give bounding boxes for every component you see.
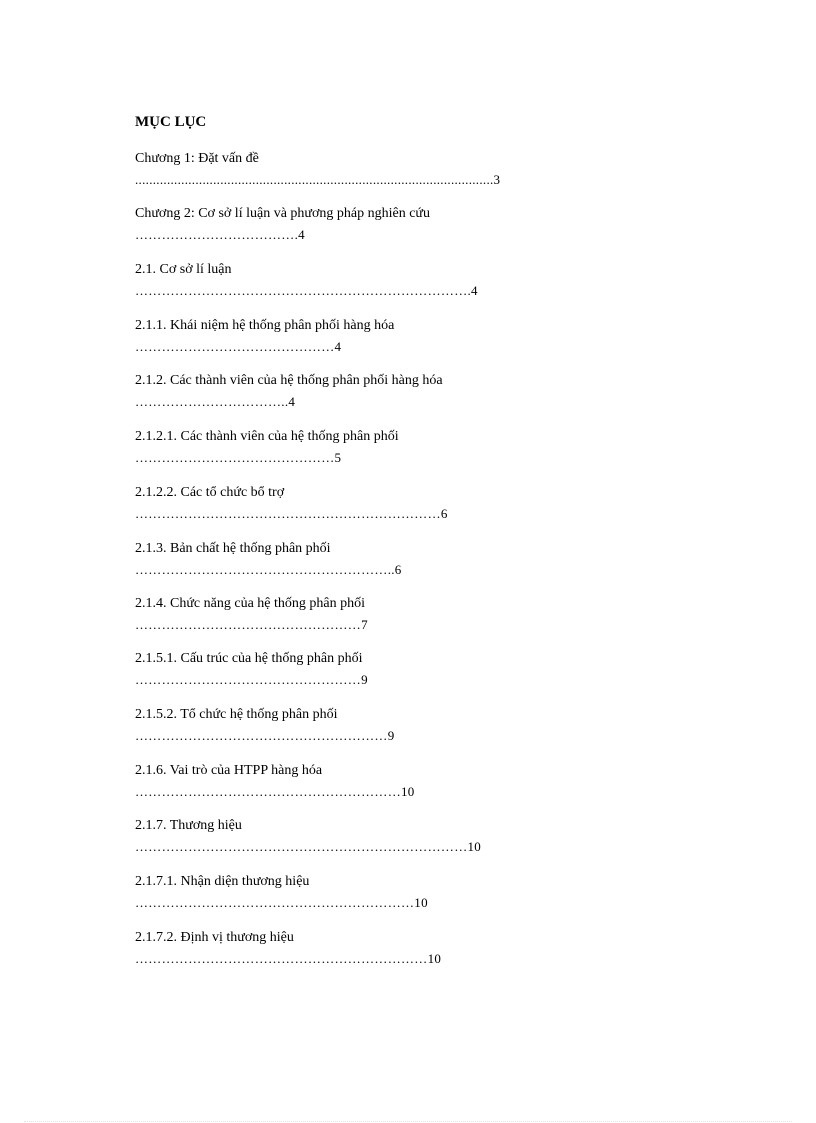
toc-entry-text: Chương 1: Đặt vấn đề <box>135 151 259 166</box>
toc-entry-leader: ………………………………………………………………….4 <box>135 283 478 298</box>
toc-entry-leader: ……………………………..4 <box>135 394 296 409</box>
toc-entry-text: 2.1.1. Khái niệm hệ thống phân phối hàng hóa <box>135 318 395 333</box>
toc-entry <box>135 706 755 744</box>
toc-entry-leader: ……………………………….4 <box>135 227 305 242</box>
toc-entry-text: 2.1.2. Các thành viên của hệ thống phân phối hàng hóa <box>135 373 443 388</box>
toc-entry <box>135 540 755 578</box>
toc-entry <box>135 372 755 410</box>
toc-entry-leader: ……………………………………………………10 <box>135 784 415 799</box>
toc-entry-leader: ……………………………………………7 <box>135 617 368 632</box>
toc-entry-text: 2.1.7.2. Định vị thương hiệu <box>135 930 294 945</box>
toc-entry <box>135 484 755 522</box>
toc-entry <box>135 873 755 911</box>
toc-entry <box>135 650 755 688</box>
toc-entry-text: 2.1.6. Vai trò của HTPP hàng hóa <box>135 763 323 778</box>
toc-entry-text: 2.1.2.2. Các tổ chức bổ trợ <box>135 485 285 500</box>
toc-entry-text: 2.1. Cơ sở lí luận <box>135 262 232 277</box>
toc-entry-text: 2.1.7. Thương hiệu <box>135 818 242 833</box>
toc-entry <box>135 205 755 243</box>
toc-entry <box>135 150 755 188</box>
toc-entry-leader: ………………………………………4 <box>135 339 342 354</box>
toc-entry-text: 2.1.5.1. Cấu trúc của hệ thống phân phối <box>135 651 363 666</box>
toc-entry-text: 2.1.4. Chức năng của hệ thống phân phối <box>135 596 365 611</box>
toc-entry-leader: ………………………………………5 <box>135 450 342 465</box>
toc-entry-leader: …………………………………………………..6 <box>135 562 402 577</box>
toc-entry-leader: ……………………………………………9 <box>135 672 368 687</box>
toc-entry-leader: .....................................................................................................3 <box>135 172 501 187</box>
toc-entry-text: 2.1.2.1. Các thành viên của hệ thống phân phối <box>135 429 399 444</box>
toc-entry <box>135 929 755 967</box>
toc-entry-leader: …………………………………………………………10 <box>135 951 442 966</box>
toc-entry-leader: …………………………………………………………………10 <box>135 839 482 854</box>
toc-entry <box>135 261 755 299</box>
toc-title: MỤC LỤC <box>135 114 207 130</box>
toc-entry-leader: ………………………………………………………10 <box>135 895 428 910</box>
toc-entry <box>135 317 755 355</box>
toc-entry <box>135 595 755 633</box>
toc-entry <box>135 817 755 855</box>
toc-entry-text: Chương 2: Cơ sở lí luận và phương pháp nghiên cứu <box>135 206 431 221</box>
toc-entry-text: 2.1.3. Bản chất hệ thống phân phối <box>135 541 331 556</box>
toc-entry-text: 2.1.7.1. Nhận diện thương hiệu <box>135 874 310 889</box>
toc-entry <box>135 428 755 466</box>
toc-entry-leader: ……………………………………………………………6 <box>135 506 448 521</box>
toc-entry <box>135 762 755 800</box>
page-bottom-divider <box>24 1121 792 1122</box>
toc-entry-text: 2.1.5.2. Tổ chức hệ thống phân phối <box>135 707 338 722</box>
toc-entry-leader: …………………………………………………9 <box>135 728 395 743</box>
